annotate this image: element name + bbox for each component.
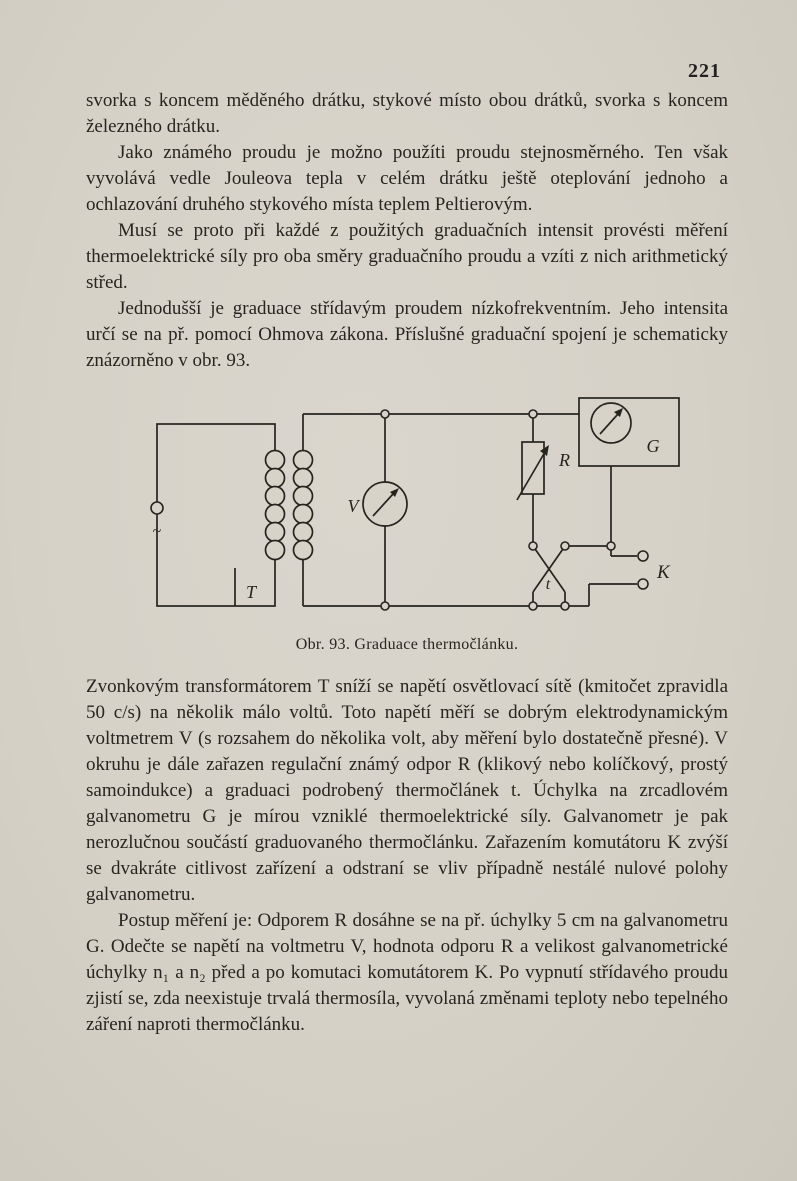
paragraph: Postup měření je: Odporem R dosáhne se na př. úchylky 5 cm na galvanometru G. Odečte se napětí na voltmetru V, hodnota odporu R a velikost galvanometrické úchylky n₁ a n₂ před a po komutaci komutátorem K. Po vypnutí střídavého proudu zjistí se, zda neexistuje trvalá thermosíla, vyvolaná změnami teploty nebo tepelného záření naproti thermočlánku. (86, 910, 728, 1035)
page-content (86, 88, 728, 1038)
transformer-symbol (157, 414, 313, 606)
page-number: 221 (688, 60, 721, 82)
circuit-diagram-svg (127, 396, 687, 624)
resistor-symbol (517, 410, 570, 542)
transformer-label: T (245, 582, 257, 602)
figure-circuit-diagram (107, 396, 707, 658)
galvanometer-label: G (646, 436, 660, 456)
galvanometer-symbol (579, 398, 679, 556)
paragraph: Musí se proto při každé z použitých graduačních intensit provésti měření thermoelektrické síly pro oba směry graduačního proudu a vzíti z nich arithmetický střed. (86, 220, 728, 293)
commutator-label: K (657, 562, 670, 583)
paragraph: Zvonkovým transformátorem T sníží se napětí osvětlovací sítě (kmitočet zpravidla 50 c/s) na několik málo voltů. Toto napětí měří se dobrým elektrodynamickým voltmetrem V (s rozsahem do několika volt, aby měření bylo dostatečně přesné). V okruhu je dále zařazen regulační známý odpor R (klikový nebo kolíčkový, prostý samoindukce) a graduaci podrobený thermočlánek t. Úchylka na zrcadlovém galvanometru G je mírou vzniklé thermoelektrické síly. Galvanometr je pak nerozlučnou součástí graduovaného thermočlánku. Zařazením komutátoru K zvýší se dvakráte citlivost zařízení a odstraní se vliv případně nestálé nulové polohy galvanometru. (86, 676, 728, 905)
paragraph: svorka s koncem měděného drátku, stykové místo obou drátků, svorka s koncem železného drátku. (86, 90, 728, 137)
ac-source-label: ~ (152, 523, 162, 540)
paragraph: Jednodušší je graduace střídavým proudem nízkofrekventním. Jeho intensita určí se na př. pomocí Ohmova zákona. Příslušné graduační spojení je schematicky znázorněno v obr. 93. (86, 298, 728, 371)
thermocouple-label: t (545, 576, 551, 593)
voltmeter-label: V (347, 496, 359, 516)
paragraph: Jako známého proudu je možno použíti proudu stejnosměrného. Ten však vyvolává vedle Jouleova tepla v celém drátku ještě oteplování jednoho a ochlazování druhého stykového místa teplem Peltierovým. (86, 142, 728, 215)
resistor-label: R (559, 450, 570, 470)
figure-caption: Obr. 93. Graduace thermočlánku. (295, 636, 519, 653)
voltmeter-symbol (348, 410, 408, 610)
thermocouple-symbol (529, 542, 569, 610)
commutator-symbol (589, 551, 671, 606)
